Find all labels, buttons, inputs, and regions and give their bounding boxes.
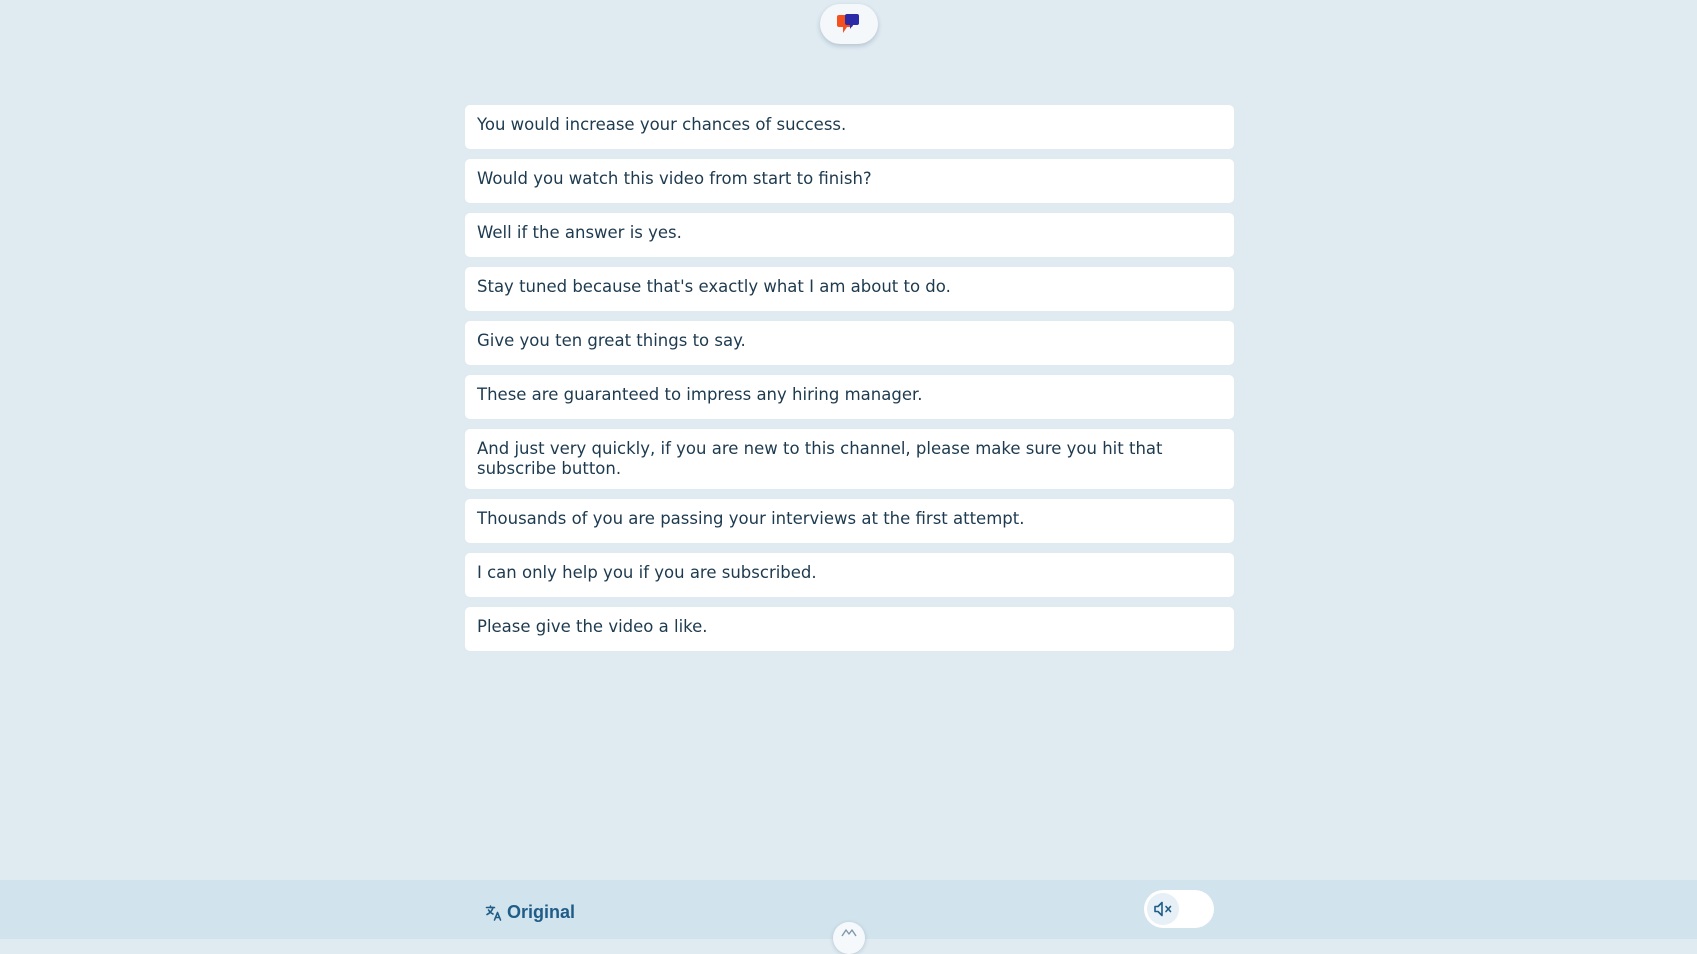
sentence-text: These are guaranteed to impress any hiring manager. — [477, 385, 923, 404]
sentence-text: Well if the answer is yes. — [477, 223, 682, 242]
sentence-text: Would you watch this video from start to finish? — [477, 169, 872, 188]
speaker-muted-icon — [1153, 900, 1173, 918]
bottom-bar — [0, 880, 1697, 939]
translate-icon — [485, 904, 503, 922]
scroll-up-button[interactable] — [833, 922, 865, 954]
transcript-sentence[interactable] — [465, 321, 1234, 365]
transcript-sentence[interactable] — [465, 553, 1234, 597]
transcript-sentence[interactable] — [465, 499, 1234, 543]
transcript-sentence[interactable] — [465, 105, 1234, 149]
language-label: Original — [507, 902, 576, 922]
transcript-sentence[interactable] — [465, 159, 1234, 203]
speech-bubble-logo-icon — [837, 12, 861, 36]
sentence-text: You would increase your chances of success. — [477, 115, 847, 134]
sentence-text: Thousands of you are passing your interviews at the first attempt. — [477, 509, 1025, 528]
sentence-text: I can only help you if you are subscribed. — [477, 563, 817, 582]
sentence-text: Give you ten great things to say. — [477, 331, 746, 350]
transcript-list — [465, 105, 1234, 661]
sentence-text: And just very quickly, if you are new to this channel, please make sure you hit that subscribe button. — [477, 439, 1163, 478]
mute-toggle[interactable] — [1144, 890, 1214, 928]
transcript-sentence[interactable] — [465, 375, 1234, 419]
mute-toggle-knob — [1147, 893, 1179, 925]
chevron-up-icon — [841, 927, 857, 937]
transcript-sentence[interactable] — [465, 429, 1234, 489]
sentence-text: Stay tuned because that's exactly what I am about to do. — [477, 277, 951, 296]
transcript-sentence[interactable] — [465, 607, 1234, 651]
sentence-text: Please give the video a like. — [477, 617, 708, 636]
language-toggle[interactable] — [485, 902, 575, 923]
logo-button[interactable] — [820, 4, 878, 44]
transcript-sentence[interactable] — [465, 267, 1234, 311]
transcript-sentence[interactable] — [465, 213, 1234, 257]
